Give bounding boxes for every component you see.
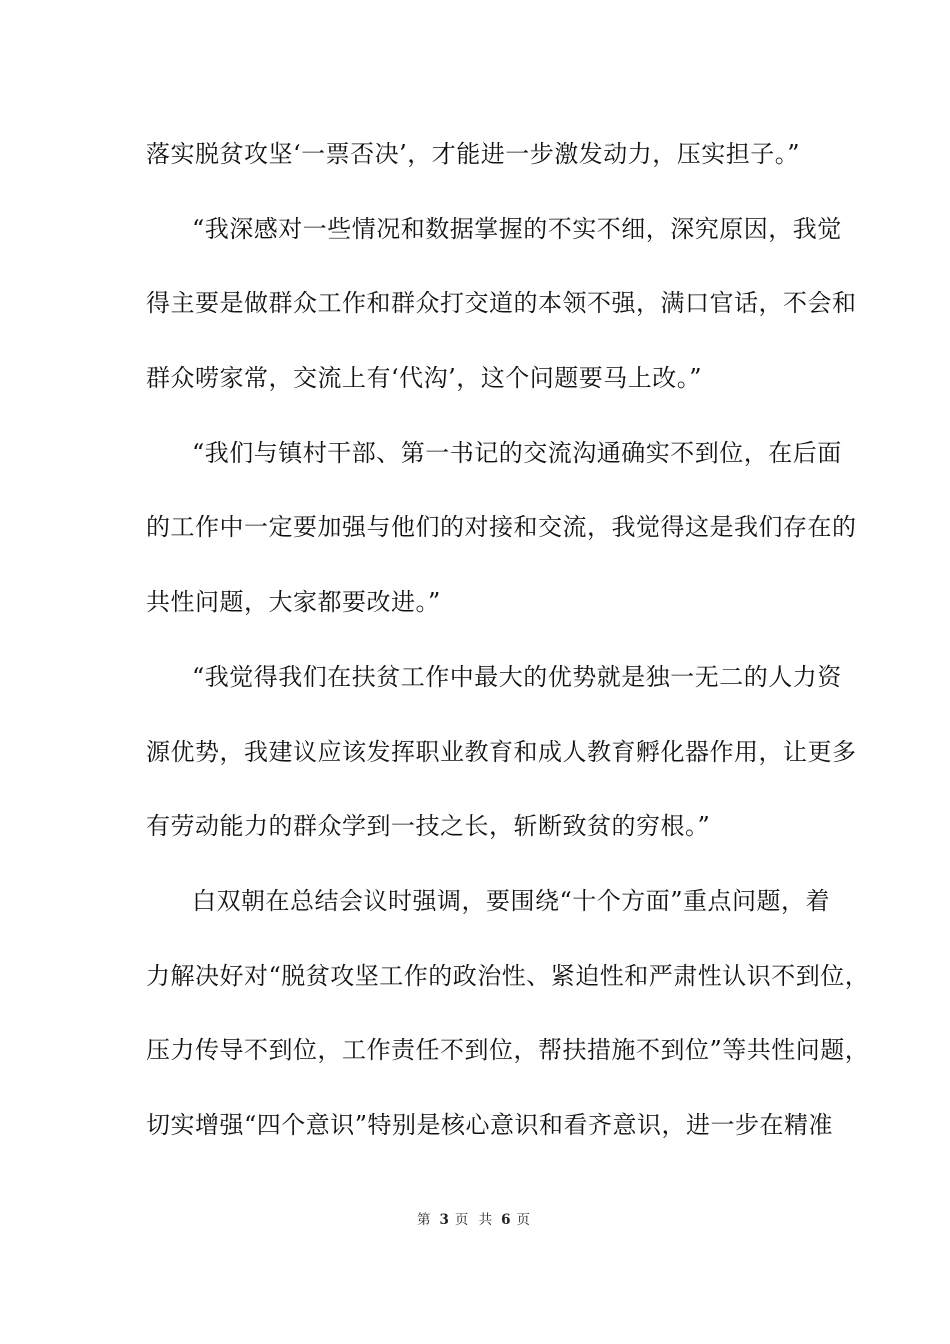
text-line: 落实脱贫攻坚‘一票否决’，才能进一步激发动力，压实担子。”: [146, 140, 801, 168]
text-line: 力解决好对“脱贫攻坚工作的政治性、紧迫性和严肃性认识不到位，: [146, 961, 870, 990]
text-line: 切实增强“四个意识”特别是核心意识和看齐意识，进一步在精准: [146, 1110, 834, 1139]
current-page-number: 3: [439, 1212, 449, 1228]
text-line: “我们与镇村干部、第一书记的交流沟通确实不到位，在后面: [192, 438, 842, 467]
text-line: 群众唠家常，交流上有‘代沟’，这个问题要马上改。”: [146, 364, 703, 393]
text-line: 压力传导不到位，工作责任不到位，帮扶措施不到位”等共性问题，: [146, 1036, 870, 1065]
footer-middle: 页 共: [454, 1212, 496, 1228]
document-body: [146, 130, 870, 1176]
footer-suffix: 页: [516, 1212, 534, 1228]
text-line: “我深感对一些情况和数据掌握的不实不细，深究原因，我觉: [192, 214, 842, 243]
text-line: 有劳动能力的群众学到一技之长，斩断致贫的穷根。”: [146, 812, 711, 841]
footer-prefix: 第: [416, 1212, 434, 1228]
text-line: 共性问题，大家都要改进。”: [146, 588, 441, 617]
text-line: 白双朝在总结会议时强调，要围绕“十个方面”重点问题，着: [192, 886, 831, 915]
total-pages-number: 6: [501, 1212, 511, 1228]
text-line: 的工作中一定要加强与他们的对接和交流，我觉得这是我们存在的: [146, 513, 857, 542]
text-line: 得主要是做群众工作和群众打交道的本领不强，满口官话，不会和: [146, 289, 857, 318]
page-footer: [0, 1208, 950, 1228]
text-line: “我觉得我们在扶贫工作中最大的优势就是独一无二的人力资: [192, 662, 842, 691]
text-line: 源优势，我建议应该发挥职业教育和成人教育孵化器作用，让更多: [146, 737, 857, 766]
